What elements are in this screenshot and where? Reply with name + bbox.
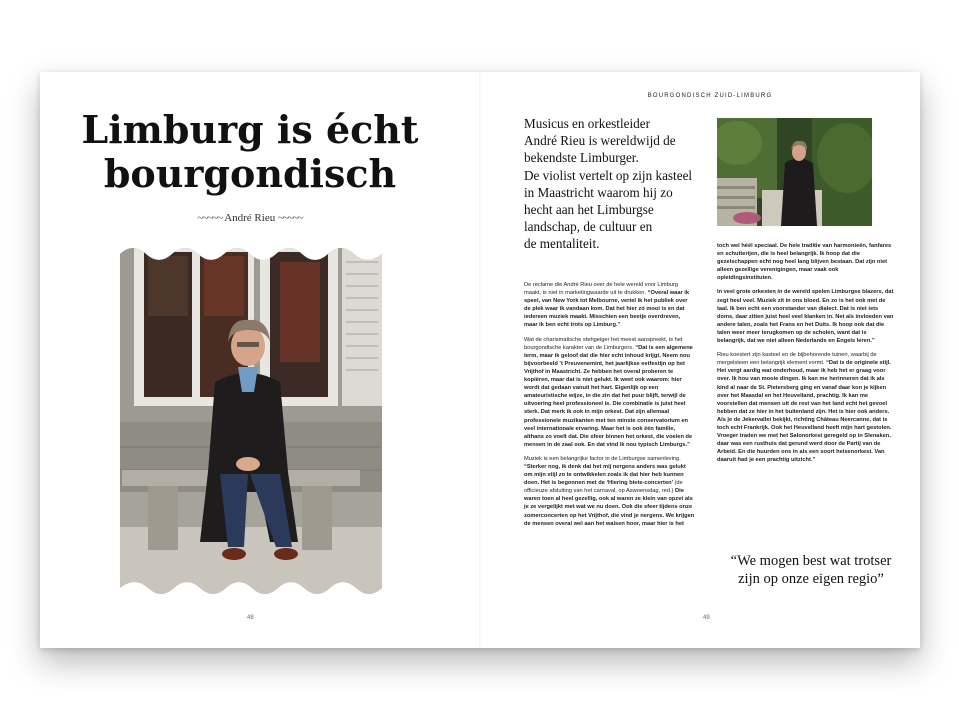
paragraph	[524, 336, 695, 449]
paragraph	[717, 242, 895, 282]
intro-text	[524, 115, 704, 253]
pull-quote-line: “We mogen best wat trotser	[730, 553, 892, 569]
pull-quote	[717, 552, 905, 588]
author-byline	[150, 212, 350, 224]
intro-line: bekendste Limburger.	[524, 150, 639, 166]
article-title	[80, 108, 420, 196]
decorative-wave: ~~~~~	[197, 212, 223, 224]
paragraph-text: De reclame die André Rieu over de hele wereld voor Limburg maakt, is niet in marketingwaarde uit te drukken.	[524, 282, 678, 297]
paragraph-quote: In veel grote orkesten in de wereld spelen Limburgse blazers, dat zegt heel veel. Muziek zit in ons bloed. En zo is het ook met de taal. Ik ben echt een voorstander van dialect. Dat is niet iets doms, daar zitten juist heel veel klanken in. Net als invloeden van andere talen, zoals het Frans en het Duits. Ik hoop ook dat die talen weer meer terugkomen op de scholen, want dat is belangrijk, dat we niet alleen Nederlands en Engels leren.”	[717, 289, 894, 345]
intro-line: de mentaliteit.	[524, 236, 600, 252]
intro-line: André Rieu is wereldwijd de	[524, 133, 676, 149]
paragraph-text: Muziek is een belangrijke factor in de Limburgse samenleving.	[524, 455, 681, 462]
intro-line: De violist vertelt op zijn kasteel	[524, 167, 693, 183]
portrait-photo	[120, 242, 382, 600]
paragraph-text: Wat de charismatische stehgeiger het meest aanspreekt, is het bourgondische karakter van de Limburgers.	[524, 336, 683, 351]
intro-line: Musicus en orkestleider	[524, 116, 650, 131]
author-name: André Rieu	[224, 212, 276, 224]
paragraph	[524, 455, 695, 528]
intro-line: hecht aan het Limburgse	[524, 202, 654, 218]
paragraph	[524, 281, 695, 330]
garden-photo	[717, 118, 872, 226]
text-column-2	[717, 242, 895, 470]
page-gutter	[479, 72, 481, 648]
magazine-spread	[40, 72, 920, 648]
paragraph-quote: “Dat is een algemene term, maar ik geloof dat die hier echt inhoud krijgt. Neem nou bijvoorbeeld ’t Preuvenemint, het jaarlijkse eetfestijn op het Vrijthof in Maastricht. Ze hebben het overal proberen te kopiëren, maar dat is niet gelukt. Ik weet ook waarom: hier wordt dat gedaan vanuit het hart. Eigenlijk op een amateuristische wijze, in die zin dat het puur blijft, terwijl de uitvoering heel professioneel is. Die combinatie is juist heel sterk. Dat merk ik ook in mijn orkest. Dat zijn allemaal professionele muzikanten met ten minste conservatorium en veel internationale ervaring. Maar het is ook één familie, althans zo voelt dat. Die sfeer binnen het orkest, die voelen de mensen in de zaal ook. En dat vind ik nou typisch Limburgs.”	[524, 344, 693, 448]
intro-line: landschap, de cultuur en	[524, 219, 653, 235]
paragraph	[717, 288, 895, 345]
intro-line: in Maastricht waarom hij zo	[524, 184, 673, 200]
title-line: Limburg is écht	[81, 107, 419, 152]
title-line: bourgondisch	[103, 151, 397, 196]
paragraph-quote: “Sterker nog, ik denk dat het mij nergens anders was gelukt om mijn stijl zo te ontwikkelen zoals ik dat hier heb kunnen doen. Het is begonnen met de ‘Hiering biete-concerten’	[524, 463, 686, 487]
pull-quote-line: zijn op onze eigen regio”	[738, 571, 884, 587]
page-number-right: 49	[703, 615, 710, 621]
paragraph-quote: Die waren toen al heel gezellig, ook al waren ze klein van opzet als je ze vergelijkt met wat we nu doen. Ook die sfeer tijdens onze zomerconcerten op het Vrijthof, die vind je nergens. We krijgen de mensen overal wel aan het walsen hoor, maar hier is het	[524, 488, 695, 527]
paragraph-quote: “Overal waar ik speel, van New York tot Melbourne, vertel ik het publiek over de plek waar ik vandaan kom. Dat het hier zó mooi is en dat iedereen muziek maakt. Misschien een beetje overdreven, maar ik ben echt trots op Limburg.”	[524, 290, 690, 329]
page-number-left: 48	[247, 615, 254, 621]
paragraph-text: (de officieuze afsluiting van het carnaval, op Aswoensdag, red.)	[524, 480, 683, 495]
paragraph-text: Rieu koestert zijn kasteel en de bijbehorende tuinen, waarbij de mergelsteen een belangrijk element vormt.	[717, 352, 877, 367]
decorative-wave: ~~~~~	[277, 212, 303, 224]
paragraph	[717, 351, 895, 464]
paragraph-quote: toch wel héél speciaal. De hele traditie van harmonieën, fanfares en schutterijen, die is heel belangrijk. Ik hoop dat die gezelschappen echt nog heel lang blijven bestaan. Dat zijn niet alleen gezellige verenigingen, maar vaak ook opleidingsinstituten.	[717, 243, 892, 282]
paragraph-quote: “Dat is de originele stijl. Het vergt aardig wat onderhoud, maar ik heb het er graag voor over. Ik hou van mooie dingen. Ik kan me herinneren dat ik als kind al naar de St. Pietersberg ging en vanaf daar kon je kijken over het Maasdal en het Heuvelland, prachtig. Ik kan me voorstellen dat mensen uit de rest van het land echt het gevoel hebben dat ze hier in het buitenland zijn. Het is hier ook anders. Als je de Jekervallei bekijkt, richting Château Neercanne, dat is toch echt Frankrijk. Ook het Heuvelland heeft mijn hart gestolen. Vroeger traden we met het Salonorkest geregeld op in Slenaken, daar was een rusthuis dat gerund werd door de Partij van de Arbeid. En die huurden ons in als een soort heisenorkest. Van daaruit had je een prachtig uitzicht.”	[717, 360, 892, 464]
text-column-1	[524, 281, 695, 534]
running-head: BOURGONDISCH ZUID-LIMBURG	[647, 93, 773, 99]
